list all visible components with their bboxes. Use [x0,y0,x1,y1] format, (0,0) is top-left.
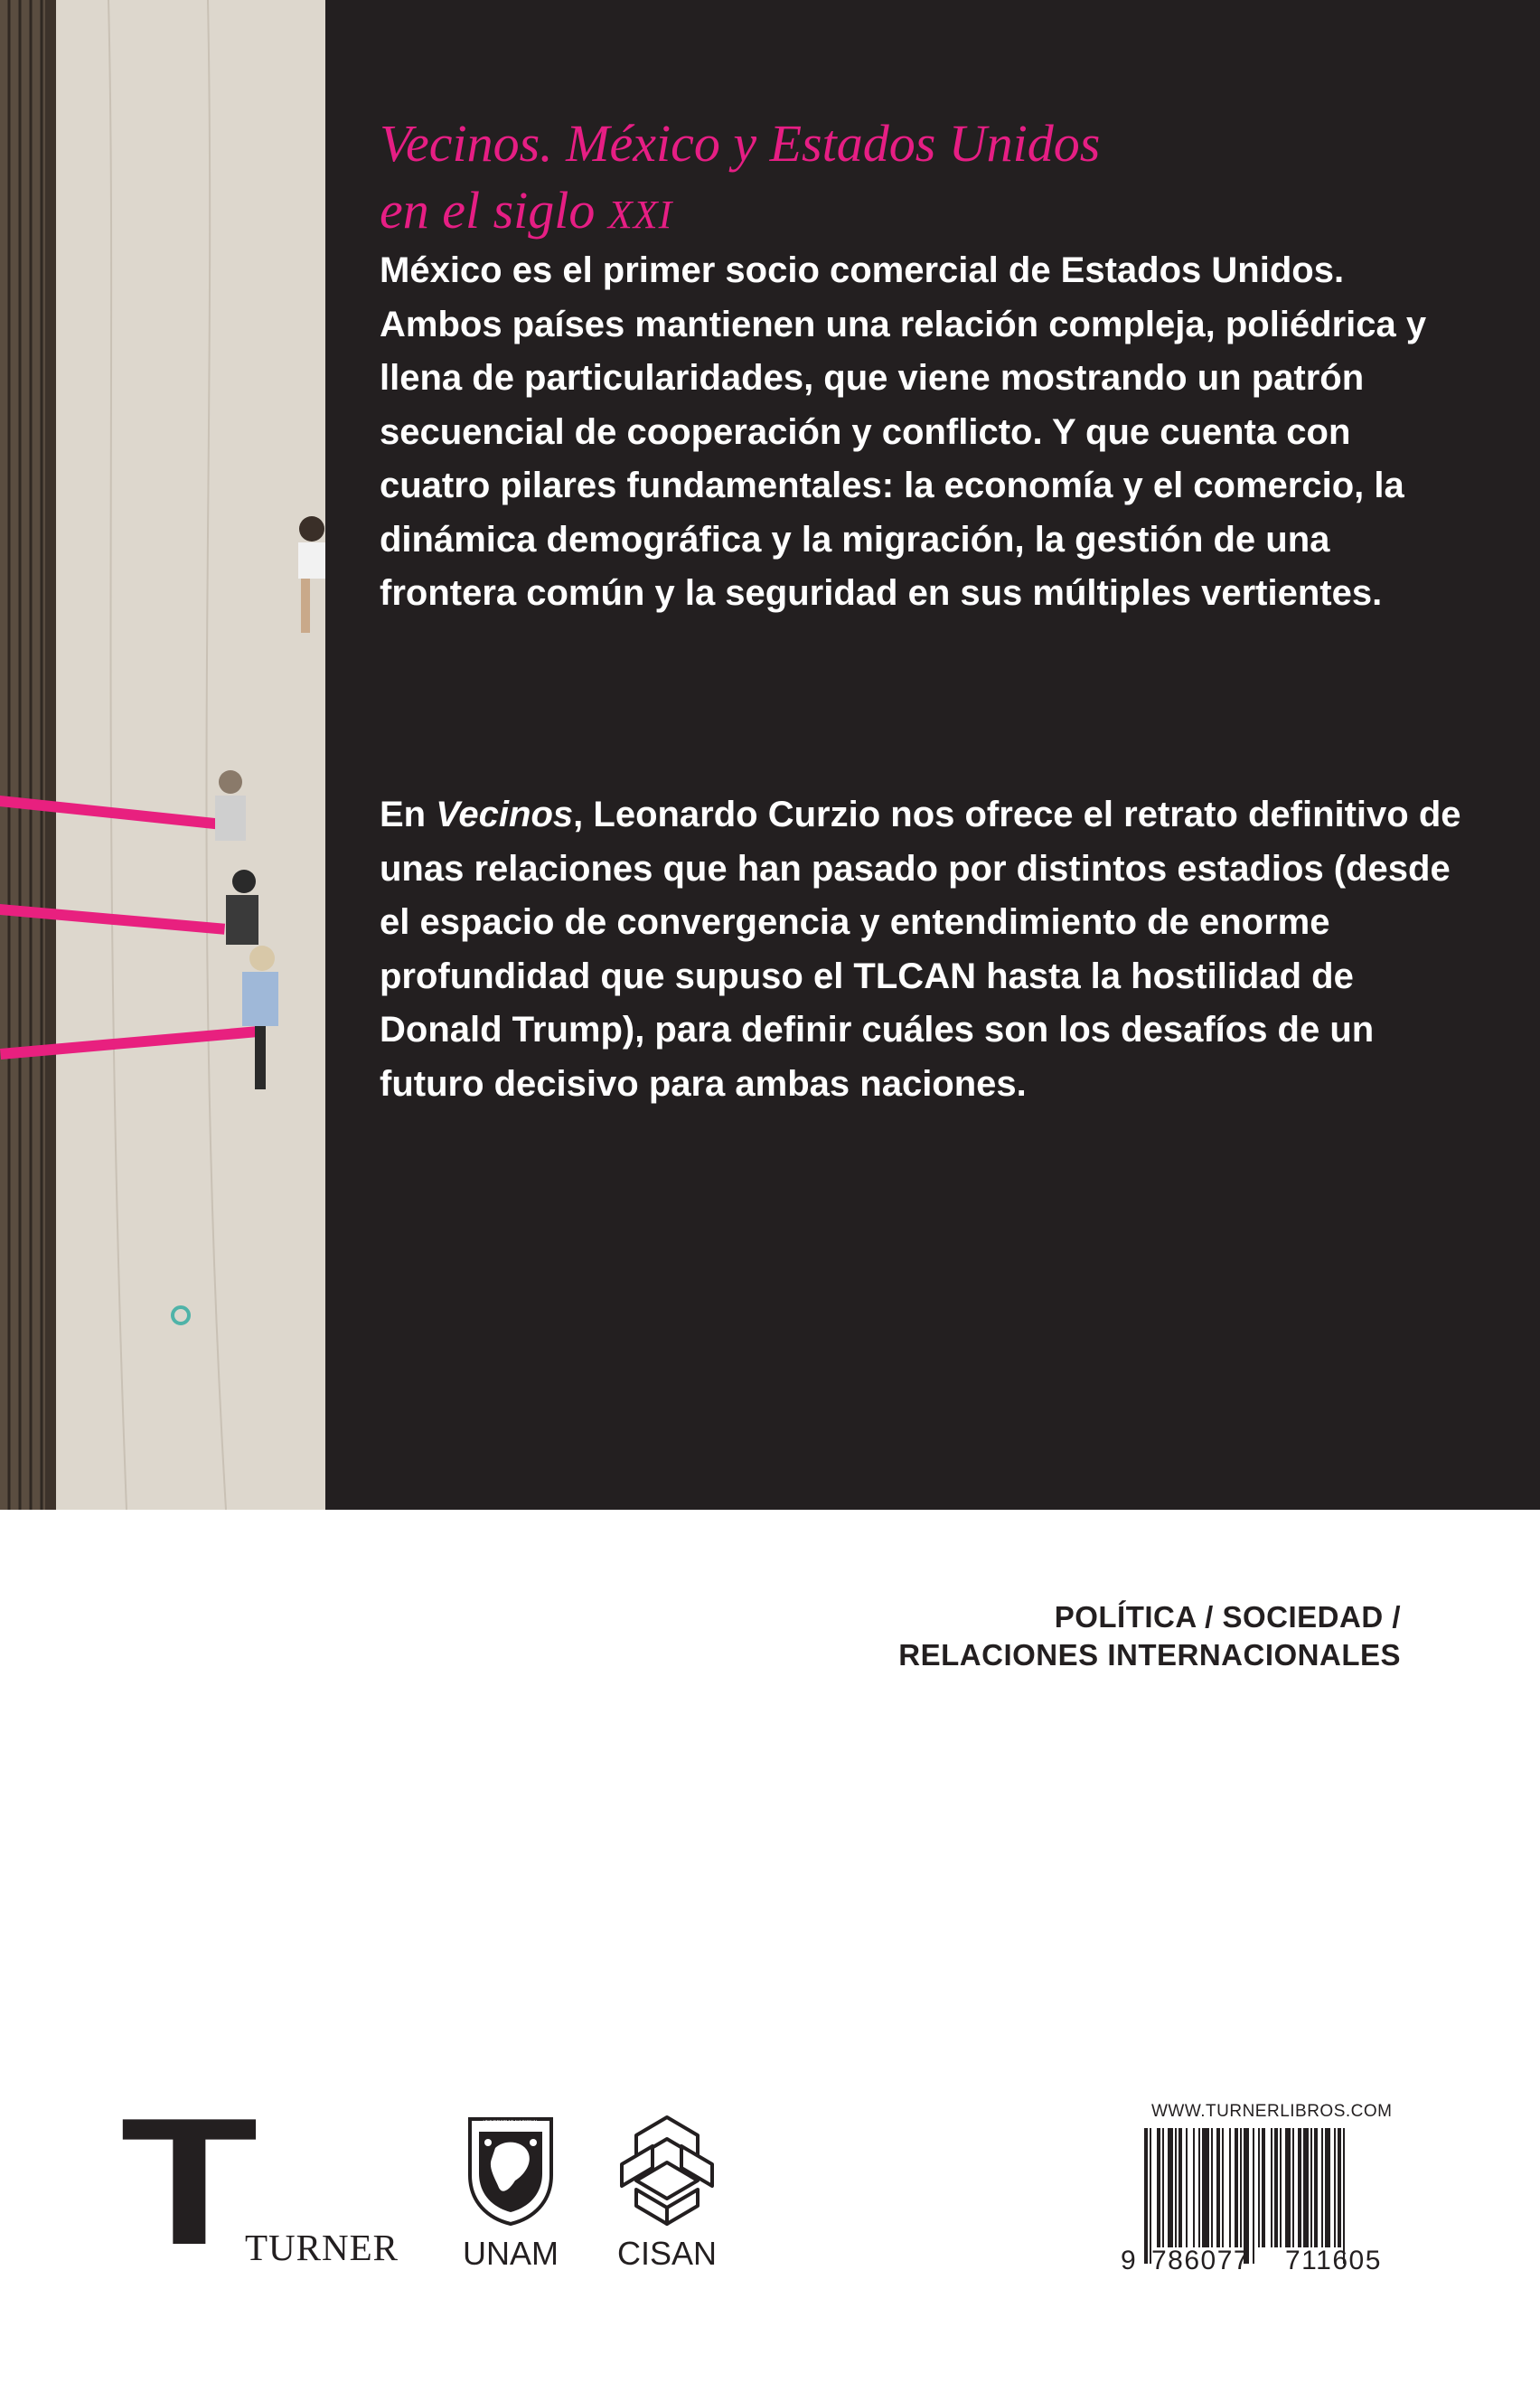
paragraph-2-prefix: En [380,795,437,834]
category-line-2: RELACIONES INTERNACIONALES [898,1638,1401,1672]
cisan-emblem-icon [604,2112,730,2226]
publisher-url: WWW.TURNERLIBROS.COM [1151,2102,1393,2121]
isbn-first-digit: 9 [1121,2246,1138,2275]
title-line-2: en el siglo [380,181,608,240]
cisan-logo [604,2112,730,2275]
synopsis-paragraph-1: México es el primer socio comercial de Estados Unidos. Ambos países mantienen una relación compleja, poliédrica y llena de particularidades, que viene mostrando un patrón secuencial de cooperación y conflicto. Y que cuenta con cuatro pilares fundamentales: la economía y el comercio, la dinámica demográfica y la migración, la gestión de una frontera común y la seguridad en sus múltiples vertientes. [380,250,1427,613]
category-line-1: POLÍTICA / SOCIEDAD / [1054,1600,1401,1634]
turner-wordmark: TURNER [245,2227,399,2268]
unam-logo [452,2112,569,2275]
isbn-group-1: 786077 [1151,2246,1251,2275]
isbn-group-2: 711605 [1285,2246,1382,2275]
paragraph-2-body: , Leonardo Curzio nos ofrece el retrato definitivo de unas relaciones que han pasado por distintos estadios (desde el espacio de convergencia y entendimiento de enorme profundidad que supuso el TLCAN hasta la hostilidad de Donald Trump), para definir cuáles son los desafíos de un futuro decisivo para ambas naciones. [380,795,1461,1104]
paragraph-2-book-title: Vecinos [436,795,574,834]
unam-wordmark: UNAM [463,2235,559,2272]
title-century: XXI [607,193,673,237]
turner-t-mark: T [120,2081,258,2283]
turner-logo [120,2081,409,2283]
book-title [380,110,1446,249]
cisan-wordmark: CISAN [616,2235,718,2272]
category-label [898,1598,1401,1674]
unam-seal-text: UNIVERSIDAD NACIONAL AUTÓNOMA DE MÉXICO [483,2120,539,2131]
title-line-1: Vecinos. México y Estados Unidos [380,114,1101,173]
synopsis-paragraph-2 [380,788,1464,1111]
border-seesaw-photo [0,0,325,1510]
